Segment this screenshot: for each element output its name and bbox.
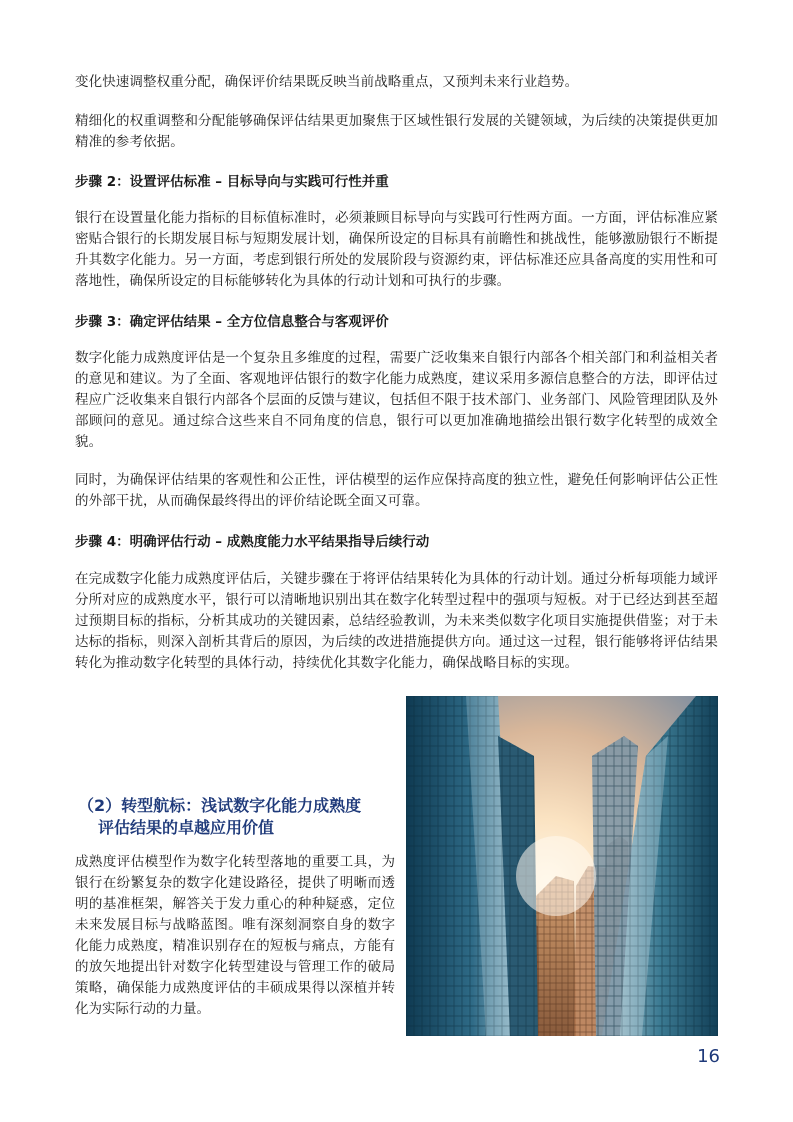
skyscrapers-photo [406, 696, 718, 1036]
heading-step-3: 步骤 3：确定评估结果 – 全方位信息整合与客观评价 [75, 314, 389, 330]
heading-step-4: 步骤 4：明确评估行动 – 成熟度能力水平结果指导后续行动 [75, 534, 430, 550]
paragraph-step-3: 数字化能力成熟度评估是一个复杂且多维度的过程，需要广泛收集来自银行内部各个相关部门和利益相关者的意见和建议。为了全面、客观地评估银行的数字化能力成熟度，建议采用多源信息整合的方法，即评估过程应广泛收集来自银行内部各个层面的反馈与建议，包括但不限于技术部门、业务部门、风险管理团队及外部顾问的意见。通过综合这些来自不同角度的信息，银行可以更加准确地描绘出银行数字化转型的成效全貌。 [75, 350, 718, 450]
skyscrapers-illustration [406, 696, 718, 1036]
paragraph-step-4: 在完成数字化能力成熟度评估后，关键步骤在于将评估结果转化为具体的行动计划。通过分析每项能力域评分所对应的成熟度水平，银行可以清晰地识别出其在数字化转型过程中的强项与短板。对于已经达到甚至超过预期目标的指标，分析其成功的关键因素，总结经验教训，为未来类似数字化项目实施提供借鉴；对于未达标的指标，则深入剖析其背后的原因，为后续的改进措施提供方向。通过这一过程，银行能够将评估结果转化为推动数字化转型的具体行动，持续优化其数字化能力，确保战略目标的实现。 [75, 571, 718, 671]
paragraph-step-2: 银行在设置量化能力指标的目标值标准时，必须兼顾目标导向与实践可行性两方面。一方面，评估标准应紧密贴合银行的长期发展目标与短期发展计划，确保所设定的目标具有前瞻性和挑战性，能够激励银行不断提升其数字化能力。另一方面，考虑到银行所处的发展阶段与资源约束，评估标准还应具备高度的实用性和可落地性，确保所设定的目标能够转化为具体的行动计划和可执行的步骤。 [75, 210, 718, 289]
section-title [78, 795, 393, 839]
section-title-line1: （2）转型航标：浅试数字化能力成熟度 [78, 796, 362, 815]
page-number: 16 [697, 1046, 720, 1067]
paragraph-weight-refinement: 精细化的权重调整和分配能够确保评估结果更加聚焦于区域性银行发展的关键领域，为后续的决策提供更加精准的参考依据。 [75, 113, 718, 150]
paragraph-weight-trend: 变化快速调整权重分配，确保评价结果既反映当前战略重点，又预判未来行业趋势。 [75, 74, 579, 90]
section-body: 成熟度评估模型作为数字化转型落地的重要工具，为银行在纷繁复杂的数字化建设路径，提供了明晰而透明的基准框架，解答关于发力重心的种种疑惑，定位未来发展目标与战略蓝图。唯有深刻洞察自身的数字化能力成熟度，精准识别存在的短板与痛点，方能有的放矢地提出针对数字化转型建设与管理工作的破局策略，确保能力成熟度评估的丰硕成果得以深植并转化为实际行动的力量。 [75, 854, 395, 1017]
heading-step-2: 步骤 2：设置评估标准 – 目标导向与实践可行性并重 [75, 174, 389, 190]
section-title-line2: 评估结果的卓越应用价值 [98, 818, 275, 837]
paragraph-step-3-objectivity: 同时，为确保评估结果的客观性和公正性，评估模型的运作应保持高度的独立性，避免任何影响评估公正性的外部干扰，从而确保最终得出的评价结论既全面又可靠。 [75, 472, 718, 509]
